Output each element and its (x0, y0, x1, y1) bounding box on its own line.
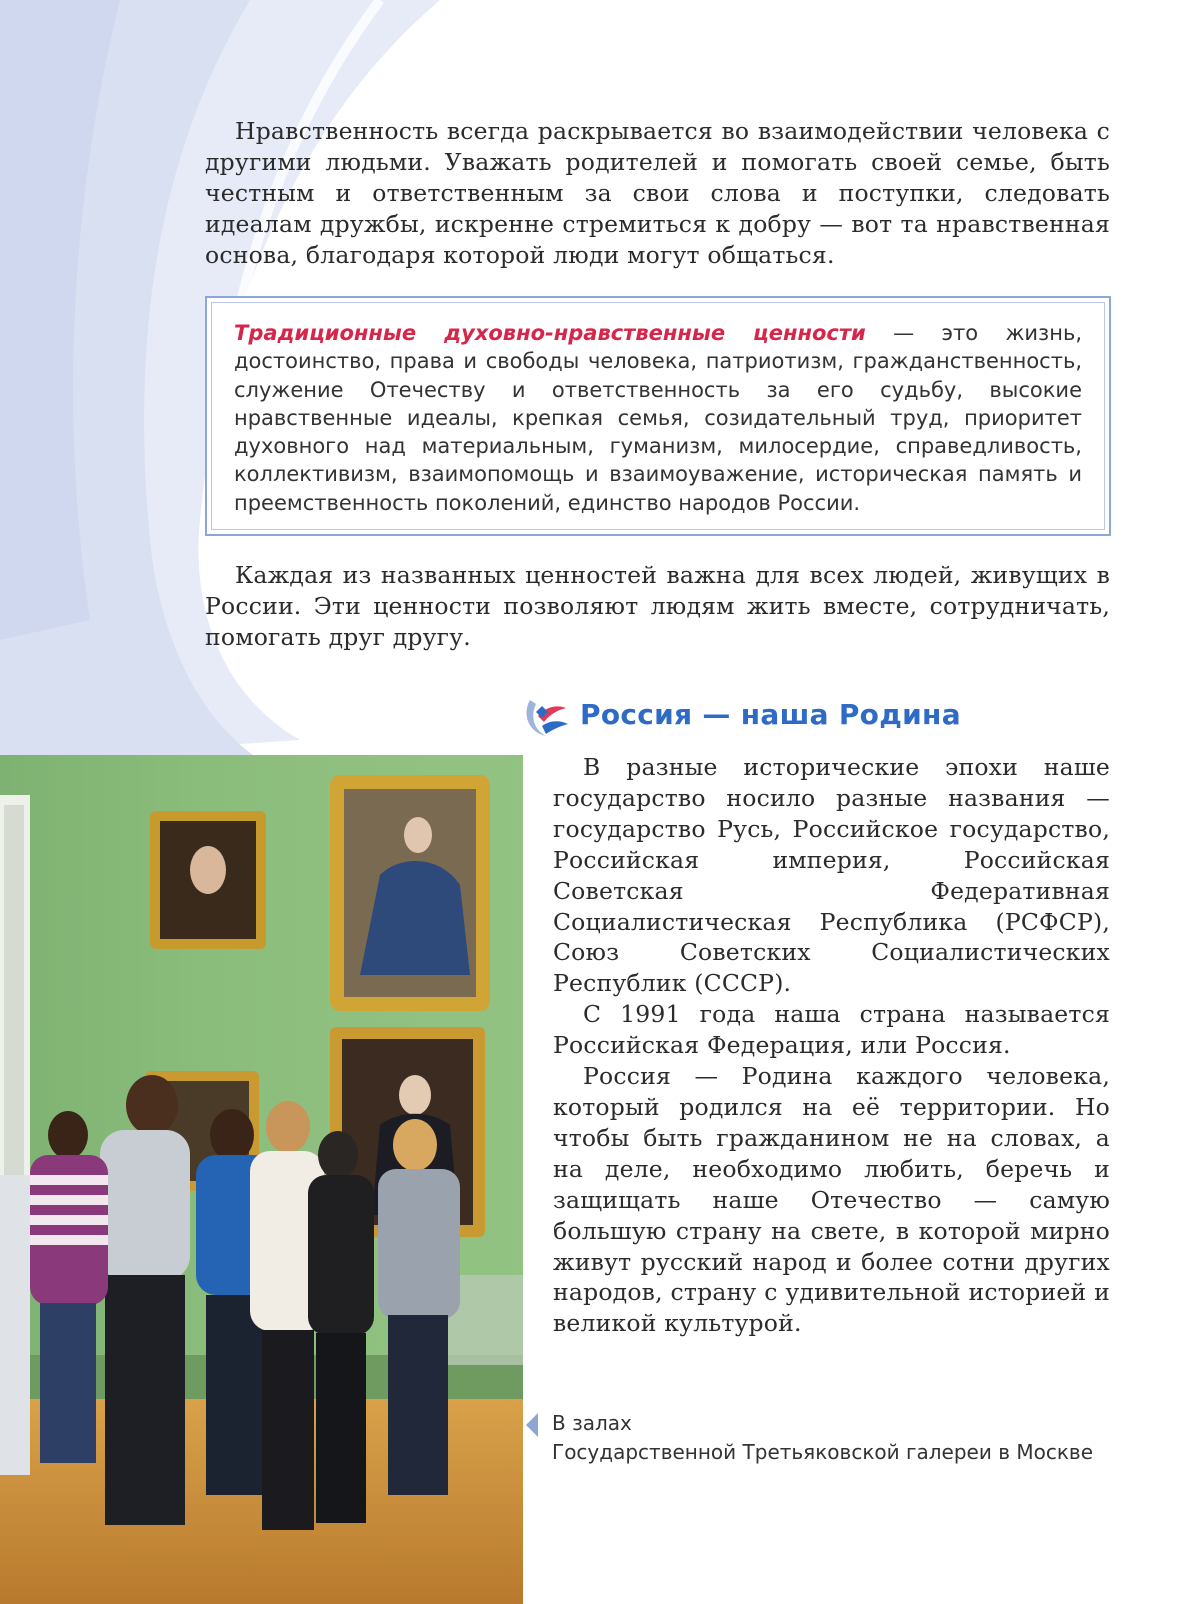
intro-paragraph (205, 116, 1110, 271)
values-paragraph (205, 560, 1110, 653)
definition-box (205, 296, 1111, 536)
intro-paragraph-text: Нравственность всегда раскрывается во взаимодействии человека с другими людьми. Уважать родителей и помогать своей семье, быть честным и ответственным за свои слова и поступки, следовать идеалам дружбы, искренне стремиться к добру — вот та нравственная основа, благодаря которой люди могут общаться. (205, 117, 1110, 269)
section-paragraph-2: С 1991 года наша страна называется Российская Федерация, или Россия. (553, 1000, 1110, 1060)
swirl-logo-icon (520, 686, 576, 742)
caption-line-1: В залах (552, 1411, 632, 1435)
section-paragraph-3: Россия — Родина каждого человека, который родился на её территории. Но чтобы быть гражданином не на словах, а на деле, необходимо любить, беречь и защищать наше Отечество — самую большую страну на свете, в которой мирно живут русский народ и более сотни других народов, страну с удивительной историей и великой культурой. (553, 1062, 1110, 1338)
section-body (553, 752, 1110, 1339)
photo-caption (530, 1409, 1093, 1467)
triangle-left-icon (526, 1413, 538, 1437)
definition-box-inner (211, 302, 1105, 530)
section-title: Россия — наша Родина (580, 697, 961, 731)
section-paragraph-1: В разные исторические эпохи наше государство носило разные названия — государство Русь, Российское государство, Российская империя, Российская Советская Федеративная Социалистическая Республика (РСФСР), Союз Советских Социалистических Республик (СССР). (553, 753, 1110, 998)
gallery-photo (0, 755, 523, 1604)
section-heading (520, 684, 961, 744)
definition-text (234, 319, 1082, 517)
caption-line-2: Государственной Третьяковской галереи в Москве (552, 1440, 1093, 1464)
values-paragraph-text: Каждая из названных ценностей важна для всех людей, живущих в России. Эти ценности позволяют людям жить вместе, сотрудничать, помогать друг другу. (205, 561, 1110, 651)
definition-term: Традиционные духовно-нравственные ценности (234, 321, 866, 345)
definition-body: — это жизнь, достоинство, права и свободы человека, патриотизм, гражданственность, служение Отечеству и ответственность за его судьбу, высокие нравственные идеалы, крепкая семья, созидательный труд, приоритет духовного над материальным, гуманизм, милосердие, справедливость, коллективизм, взаимопомощь и взаимоуважение, историческая память и преемственность поколений, единство народов России. (234, 321, 1082, 515)
